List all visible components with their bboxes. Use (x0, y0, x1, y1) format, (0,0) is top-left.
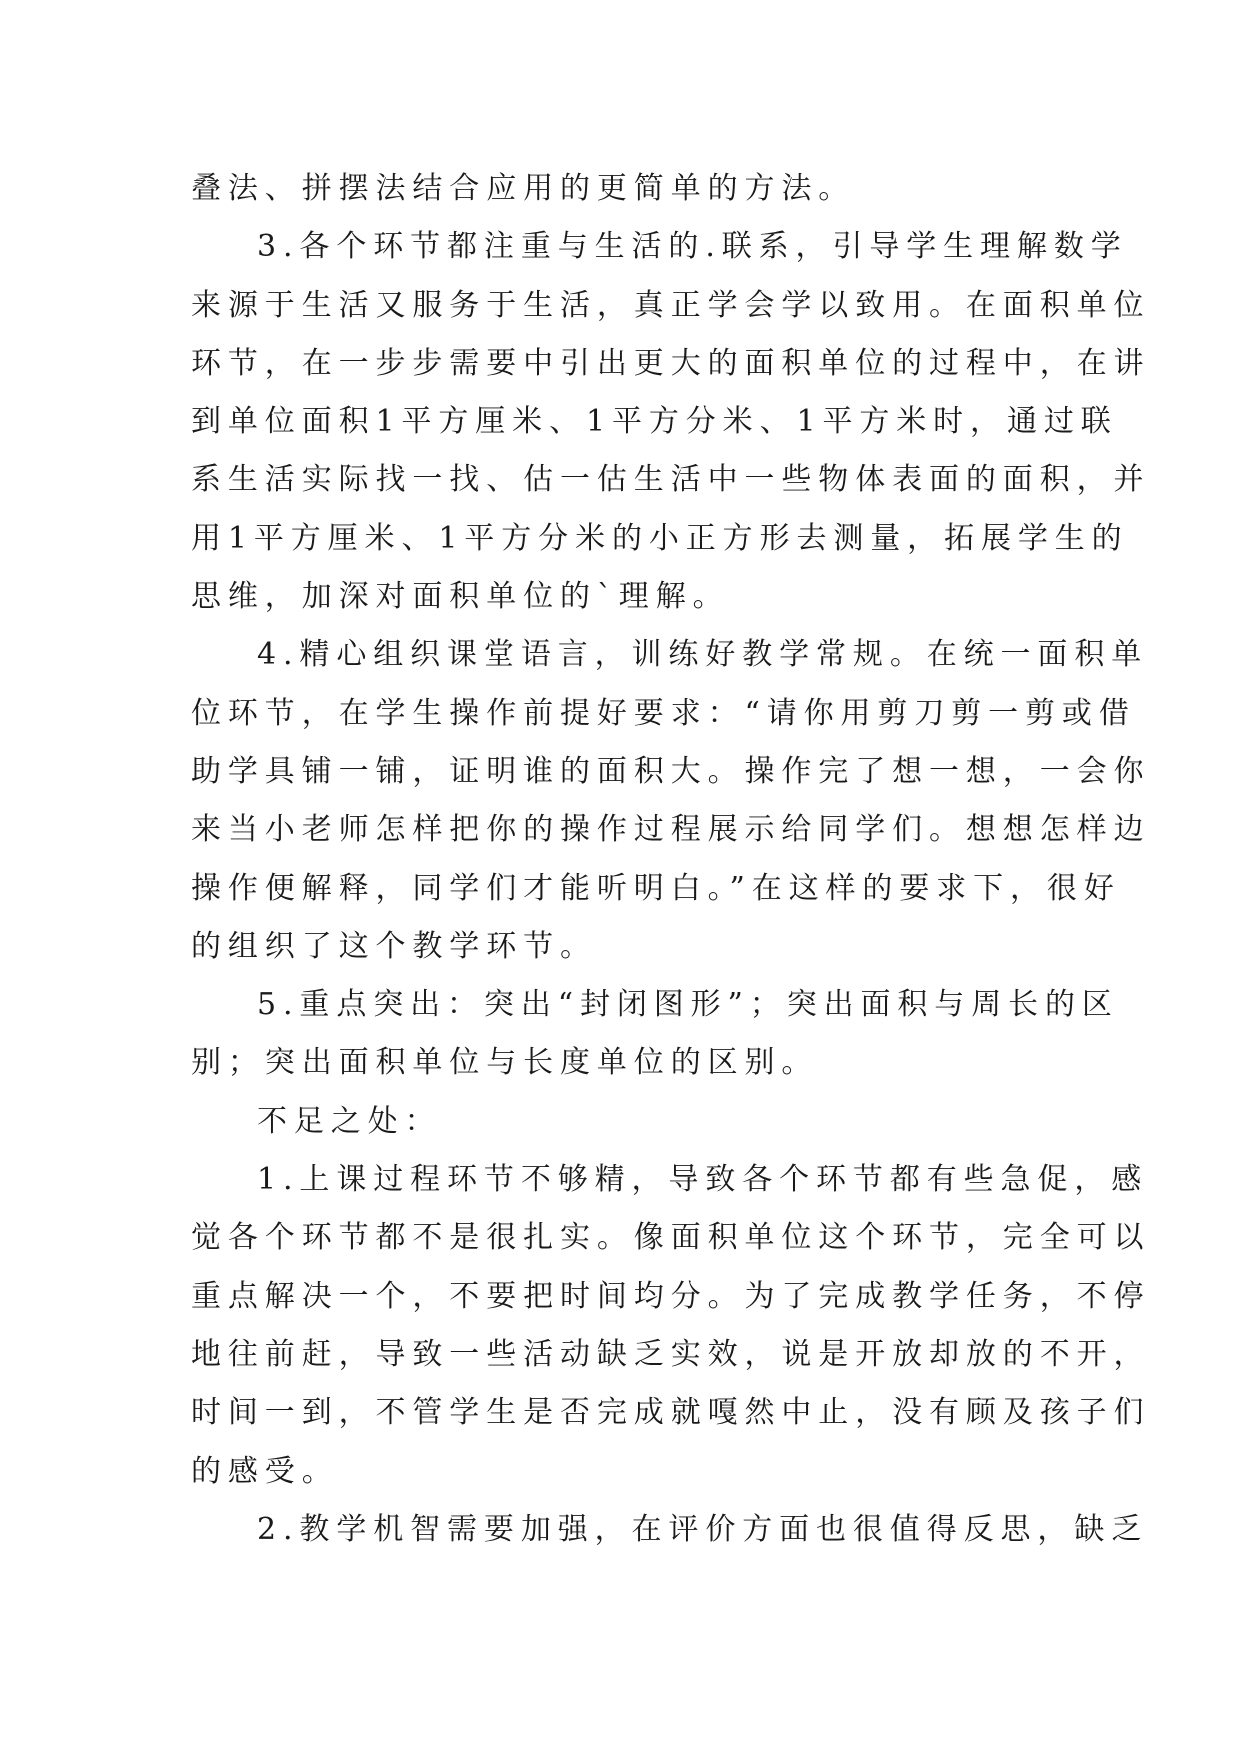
text-line: 2.教学机智需要加强，在评价方面也很值得反思，缺乏 (257, 1511, 1149, 1547)
text-line: 操作便解释，同学们才能听明白。”在这样的要求下，很好 (191, 870, 1121, 906)
text-line: 重点解决一个，不要把时间均分。为了完成教学任务，不停 (191, 1278, 1151, 1314)
text-line: 的组织了这个教学环节。 (191, 928, 597, 964)
text-line: 觉各个环节都不是很扎实。像面积单位这个环节，完全可以 (191, 1220, 1151, 1256)
text-line: 1.上课过程环节不够精，导致各个环节都有些急促，感 (257, 1162, 1149, 1198)
text-line: 思维，加深对面积单位的`理解。 (191, 579, 730, 615)
text-line: 4.精心组织课堂语言，训练好教学常规。在统一面积单 (257, 637, 1149, 673)
text-line: 别；突出面积单位与长度单位的区别。 (191, 1045, 819, 1081)
text-line: 助学具铺一铺，证明谁的面积大。操作完了想一想，一会你 (191, 753, 1151, 789)
text-line: 位环节，在学生操作前提好要求：“请你用剪刀剪一剪或借 (191, 695, 1136, 731)
text-line: 系生活实际找一找、估一估生活中一些物体表面的面积，并 (191, 462, 1151, 498)
text-line: 来源于生活又服务于生活，真正学会学以致用。在面积单位 (191, 287, 1151, 323)
text-line: 叠法、拼摆法结合应用的更简单的方法。 (191, 171, 856, 206)
text-line: 不足之处： (257, 1103, 442, 1139)
document-body (191, 160, 1151, 1559)
text-line: 的感受。 (191, 1453, 339, 1489)
text-line: 地往前赶，导致一些活动缺乏实效，说是开放却放的不开， (191, 1336, 1151, 1372)
text-line: 时间一到，不管学生是否完成就嘎然中止，没有顾及孩子们 (191, 1395, 1151, 1431)
text-line: 用1平方厘米、1平方分米的小正方形去测量，拓展学生的 (191, 520, 1129, 556)
text-line: 到单位面积1平方厘米、1平方分米、1平方米时，通过联 (191, 404, 1118, 440)
text-line: 5.重点突出：突出“封闭图形”；突出面积与周长的区 (257, 987, 1119, 1023)
text-line: 来当小老师怎样把你的操作过程展示给同学们。想想怎样边 (191, 812, 1151, 848)
text-line: 3.各个环节都注重与生活的.联系，引导学生理解数学 (257, 229, 1128, 265)
text-line: 环节，在一步步需要中引出更大的面积单位的过程中，在讲 (191, 345, 1151, 381)
